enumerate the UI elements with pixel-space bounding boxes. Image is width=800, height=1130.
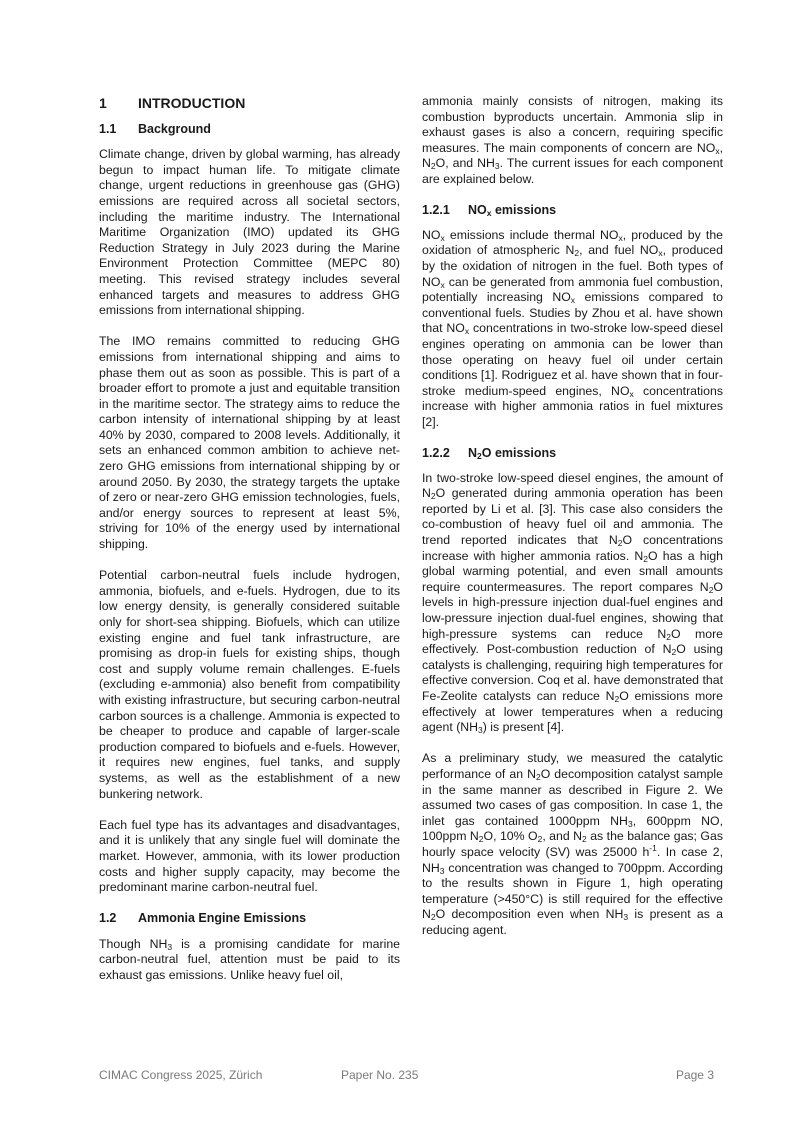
- subscript: x: [464, 326, 470, 337]
- right-column: [422, 94, 723, 954]
- section-number: 1: [99, 95, 107, 111]
- subsubsection-number: 1.2.2: [422, 446, 450, 461]
- subscript: x: [440, 232, 445, 243]
- subscript: x: [658, 248, 663, 259]
- text-run: emissions include thermal NO: [444, 227, 619, 242]
- subsection-heading-background: [99, 122, 400, 138]
- ammonia-paragraph-part-2: [422, 94, 723, 188]
- subscript: x: [618, 232, 623, 243]
- background-paragraph-4: Each fuel type has its advantages and disadvantages, and it is unlikely that any single fuel will dominate the market. However, ammonia, with its lower production costs and higher supply capacity, may become the predominant marine carbon-neutral fuel.: [99, 817, 400, 895]
- footer-conference: CIMAC Congress 2025, Zürich: [99, 1068, 263, 1082]
- subscript: 3: [623, 912, 629, 923]
- subscript: 2: [617, 538, 623, 549]
- text-run: O decomposition catalyst sample in the same manner as described in Figure 2. We assumed two cases of gas composition. In case 1, the inlet gas contained 1000ppm NH: [422, 766, 723, 828]
- text-run: emissions compared to conventional fuels. Studies by Zhou et al. have shown that NO: [422, 290, 723, 336]
- subscript: 2: [478, 834, 484, 845]
- footer-page-number: Page 3: [675, 1068, 714, 1082]
- preliminary-study-paragraph: [422, 751, 723, 938]
- subscript: 2: [708, 584, 714, 595]
- subscript: 2: [582, 834, 587, 845]
- subsubsection-number: 1.2.1: [422, 203, 450, 218]
- ammonia-paragraph-part-1: [99, 937, 400, 984]
- heading-text: emissions: [491, 203, 557, 218]
- subscript: 2: [671, 647, 677, 658]
- text-run: O, and NH: [435, 156, 495, 171]
- text-run: , N: [422, 140, 723, 171]
- text-run: NO: [422, 227, 441, 242]
- text-run: As a preliminary study, we measured the catalytic performance of an N: [422, 751, 723, 781]
- subscript: 2: [430, 491, 436, 502]
- subscript: 2: [537, 834, 543, 845]
- text-run: , and fuel NO: [579, 243, 659, 258]
- heading-text: NO: [468, 203, 487, 218]
- subscript: 2: [477, 451, 482, 462]
- subscript: 3: [478, 725, 483, 736]
- subsection-heading-ammonia-engine-emissions: [99, 911, 400, 927]
- text-run: , 600ppm NO, 100ppm N: [422, 813, 723, 844]
- nox-paragraph: [422, 228, 723, 431]
- text-run: O emissions more effectively at lower temperatures when a reducing agent (NH: [422, 688, 723, 735]
- superscript: -1: [649, 842, 657, 853]
- subsubsection-heading-n2o: [422, 446, 723, 462]
- subscript: 3: [494, 161, 500, 172]
- section-title: INTRODUCTION: [138, 95, 246, 111]
- text-run: ammonia mainly consists of nitrogen, making its combustion byproducts uncertain. Ammonia slip in exhaust gases is also a concern, requiring specific measures. The main components of concern are NO: [422, 94, 723, 155]
- text-run: concentrations in two-stroke low-speed diesel engines operating on ammonia can be lower than those operating on heavy fuel oil under certain conditions [1]. Rodriguez et al. have shown that in four-stroke medium-speed engines, NO: [422, 321, 724, 398]
- subsubsection-heading-nox: [422, 203, 723, 219]
- text-run: Though NH: [99, 936, 168, 951]
- text-run: O, 10% O: [483, 829, 538, 844]
- n2o-paragraph: [422, 471, 723, 736]
- background-paragraph-3: Potential carbon-neutral fuels include hydrogen, ammonia, biofuels, and e-fuels. Hydrogen, due to its low energy density, is generally considered suitable only for short-sea shipping. Biofuels, which can utilize existing engine and fuel tank infrastructure, are promising as drop-in fuels for existing ships, though cost and supply volume remain challenges. E-fuels (excluding e-ammonia) also benefit from compatibility with existing infrastructure, but securing carbon-neutral carbon sources is a challenge. Ammonia is expected to be cheaper to produce and capable of larger-scale production compared to biofuels and e-fuels. However, it requires new engines, fuel tanks, and supply systems, as well as the establishment of a new bunkering network.: [99, 568, 400, 801]
- text-run: O using catalysts is challenging, requiring high temperatures for effective conversion. Coq et al. have demonstrated that Fe-Zeolite catalysts can reduce N: [422, 642, 723, 703]
- text-run: can be generated from ammonia fuel combustion, potentially increasing NO: [422, 274, 723, 305]
- section-heading-introduction: [99, 94, 400, 112]
- heading-text: O emissions: [481, 446, 557, 461]
- subscript: 2: [643, 553, 649, 564]
- subscript: 3: [627, 818, 633, 829]
- text-run: concentration was changed to 700ppm. According to the results shown in Figure 1, high operating temperature (>450°C) is still required for the effective N: [422, 860, 723, 922]
- heading-text: N: [468, 446, 478, 461]
- text-run: O decomposition even when NH: [435, 907, 624, 922]
- text-run: . The current issues for each component are explained below.: [422, 156, 723, 186]
- subscript: 2: [430, 161, 436, 172]
- text-run: ) is present [4].: [482, 720, 565, 735]
- footer-paper-number: Paper No. 235: [341, 1068, 419, 1082]
- text-run: O generated during ammonia operation has been reported by Li et al. [3]. This case also considers the co-combustion of heavy fuel oil and ammonia. The trend reported indicates that N: [422, 486, 723, 548]
- subscript: x: [570, 295, 576, 306]
- subsection-number: 1.2: [99, 911, 117, 926]
- text-run: In two-stroke low-speed diesel engines, the amount of N: [422, 470, 723, 501]
- subscript: 2: [535, 771, 541, 782]
- subscript: x: [486, 208, 492, 219]
- subscript: x: [715, 145, 720, 156]
- subscript: x: [440, 279, 445, 290]
- text-run: O has a high global warming potential, and even small amounts require countermeasures. The report compares N: [422, 548, 723, 594]
- background-paragraph-2: The IMO remains committed to reducing GHG emissions from international shipping and aims to phase them out as soon as possible. This is part of a broader effort to promote a just and equitable transition in the maritime sector. The strategy aims to reduce the carbon intensity of international shipping by at least 40% by 2030, compared to 2008 levels. Additionally, it sets an enhanced common ambition to achieve net-zero GHG emissions from international shipping by or around 2050. By 2030, the strategy targets the uptake of zero or near-zero GHG emission technologies, fuels, and/or energy sources to represent at least 5%, striving for 10% of the energy used by international shipping.: [99, 334, 400, 552]
- text-run: as the balance gas; Gas hourly space velocity (SV) was 25000 h: [422, 829, 723, 859]
- subscript: 2: [666, 631, 671, 642]
- text-run: , produced by the oxidation of atmospheric N: [422, 227, 723, 258]
- left-column: [99, 94, 400, 984]
- subscript: 2: [430, 912, 436, 923]
- text-run: O concentrations increase with higher ammonia ratios. N: [422, 533, 724, 563]
- subscript: 2: [614, 693, 620, 704]
- subscript: 3: [167, 941, 173, 952]
- subsection-number: 1.1: [99, 121, 117, 136]
- text-run: is a promising candidate for marine carbon-neutral fuel, attention must be paid to its exhaust gas emissions. Unlike heavy fuel oil,: [99, 936, 401, 983]
- subscript: 3: [439, 865, 445, 876]
- text-run: O more effectively. Post-combustion reduction of N: [422, 626, 723, 657]
- text-run: O levels in high-pressure injection dual-fuel engines and low-pressure injection dual-fuel engines, showing that high-pressure systems can reduce N: [422, 579, 723, 641]
- text-run: . In case 2, NH: [422, 844, 724, 875]
- subsection-title: Ammonia Engine Emissions: [138, 911, 307, 926]
- background-paragraph-1: Climate change, driven by global warming, has already begun to impact human life. To mitigate climate change, urgent reductions in greenhouse gas (GHG) emissions are required across all societal sectors, including the maritime industry. The International Maritime Organization (IMO) updated its GHG Reduction Strategy in July 2023 during the Marine Environment Protection Committee (MEPC 80) meeting. This revised strategy includes several enhanced targets and measures to address GHG emissions from international shipping.: [99, 147, 400, 318]
- subsection-title: Background: [138, 121, 211, 136]
- subscript: x: [629, 388, 634, 399]
- subscript: 2: [574, 248, 580, 259]
- text-run: , and N: [542, 829, 583, 844]
- text-run: , produced by the oxidation of nitrogen in the fuel. Both types of NO: [422, 243, 723, 289]
- page-footer: [99, 1068, 714, 1084]
- text-run: is present as a reducing agent.: [422, 907, 723, 937]
- text-run: concentrations increase with higher ammonia ratios in fuel mixtures [2].: [422, 383, 723, 429]
